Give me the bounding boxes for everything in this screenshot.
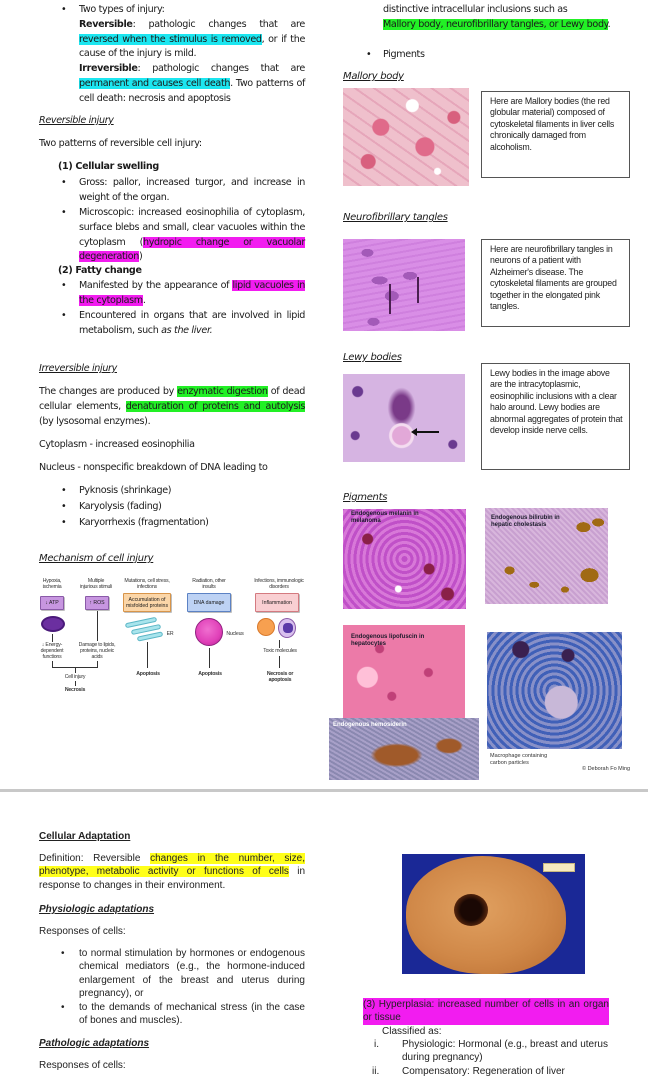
apoptosis-label: Apoptosis — [198, 671, 222, 677]
list-item: • Karyolysis (fading) — [61, 500, 162, 512]
cause-label: Mutations, cell stress, infections — [124, 578, 170, 590]
lewy-caption-box: Lewy bodies in the image above are the intracytoplasmic, eosinophilic inclusions with a clear halo around. Lewy bodies are abnormal aggregates of protein that develop inside nerve cells. — [481, 363, 630, 470]
bullet: • — [61, 4, 67, 15]
cause-label: Radiation, other insults — [192, 578, 226, 590]
irreversible-definition: Irreversible: pathologic changes that are permanent and causes cell death. Two patterns of cell death: necrosis and apoptosis — [79, 63, 305, 104]
document-page-2 — [0, 792, 648, 1080]
cytoplasm-line: Cytoplasm - increased eosinophilia — [39, 439, 195, 450]
effect-label: Damage to lipids, proteins, nucleic acids — [78, 642, 116, 660]
highlight-cyan: permanent and causes cell death — [79, 77, 231, 89]
nft-caption-box: Here are neurofibrillary tangles in neurons of a patient with Alzheimer's disease. The cytoskeletal filaments are grouped together in the elongated pink tangles. — [481, 239, 630, 327]
swelling-gross: • Gross: pallor, increased turgor, and increase in weight of the organ. — [61, 177, 305, 203]
neurofibrillary-tangles-micrograph — [343, 239, 465, 331]
arrow-icon — [417, 277, 419, 303]
toxic-molecules-label: Toxic molecules — [263, 648, 297, 654]
nucleus-line: Nucleus - nonspecific breakdown of DNA leading to — [39, 462, 268, 473]
cell-injury-label: Cell injury — [64, 674, 86, 680]
physiologic-heading: Physiologic adaptations — [39, 904, 155, 915]
inclusions-text: distinctive intracellular inclusions such as Mallory body, neurofibrillary tangles, or Lewy body. — [383, 4, 611, 30]
mitochondrion-icon — [41, 616, 65, 632]
scale-ruler — [543, 863, 575, 872]
mechanism-heading: Mechanism of cell injury — [39, 553, 154, 564]
highlight-magenta: hydropic change or vacuolar degeneration — [79, 236, 305, 263]
misfolded-proteins-box: Accumulation of misfolded proteins — [123, 593, 171, 612]
cellular-adaptation-title: Cellular Adaptation — [39, 831, 131, 842]
dna-damage-box: DNA damage — [187, 593, 231, 612]
atp-box: ↓ ATP — [40, 596, 64, 610]
irreversible-injury-heading: Irreversible injury — [39, 363, 117, 374]
highlight-green: denaturation of proteins and autolysis — [125, 400, 305, 412]
highlight-magenta: lipid vacuoles in the cytoplasm — [79, 280, 305, 306]
nft-heading: Neurofibrillary tangles — [343, 212, 448, 223]
mallory-caption-box: Here are Mallory bodies (the red globular material) composed of cytoskeletal filaments in liver cells chronically damaged from alcoholism. — [481, 91, 630, 178]
highlight-magenta: (3) Hyperplasia: increased number of cells in an organ or tissue — [363, 999, 609, 1024]
necrosis-label: Necrosis — [64, 687, 86, 693]
physiologic-item: • to normal stimulation by hormones or endogenous chemical mediators (e.g., the hormone-induced enlargement of the breast and uterus during pregnancy), or — [61, 948, 305, 1000]
mallory-heading: Mallory body — [343, 71, 404, 82]
list-item: • Karyorrhexis (fragmentation) — [61, 516, 209, 528]
nucleus-icon — [195, 618, 223, 646]
carbon-label: Macrophage containing carbon particles — [490, 753, 548, 766]
hemosiderin-label: Endogenous hemosiderin — [333, 722, 407, 728]
nucleus-label: Nucleus — [226, 631, 244, 637]
ventricle-lumen — [454, 894, 488, 926]
fatty-organs: • Encountered in organs that are involved in lipid metabolism, such as the liver. — [61, 310, 305, 336]
er-icon — [125, 618, 165, 640]
bilirubin-micrograph — [485, 508, 608, 604]
swelling-heading: (1) Cellular swelling — [58, 161, 159, 172]
highlight-green: enzymatic digestion — [177, 386, 268, 397]
necrosis-apoptosis-label: Necrosis or apoptosis — [266, 671, 294, 683]
highlight-yellow: changes in the number, size, phenotype, metabolic activity or functions of cells — [39, 853, 305, 878]
lipofuscin-micrograph — [343, 625, 465, 720]
fatty-heading: (2) Fatty change — [58, 265, 142, 276]
bilirubin-label: Endogenous bilirubin in hepatic cholestasis — [491, 515, 560, 528]
cause-label: Infections, immunologic disorders — [254, 578, 304, 590]
effect-label: ↓ Energy-dependent functions — [40, 642, 64, 660]
inflammation-box: Inflammation — [255, 593, 299, 612]
ros-box: ↑ ROS — [85, 596, 109, 610]
neutrophil-icon — [257, 618, 275, 636]
lymphocyte-icon — [278, 618, 296, 638]
mechanism-diagram — [35, 578, 320, 698]
swelling-microscopic: • Microscopic: increased eosinophilia of cytoplasm, surface blebs and small, clear vacuoles within the cytoplasm (hydropic change or vacuolar degeneration) — [61, 207, 305, 263]
class-item: i. Physiologic: Hormonal (e.g., breast and uterus during pregnancy) — [374, 1039, 608, 1064]
reversible-injury-heading: Reversible injury — [39, 115, 114, 126]
class-item: ii. Compensatory: Regeneration of liver — [372, 1066, 565, 1077]
hemosiderin-micrograph — [329, 718, 479, 780]
arrow-icon — [415, 431, 439, 433]
apoptosis-label: Apoptosis — [136, 671, 160, 677]
carbon-macrophage-micrograph — [487, 632, 622, 749]
pigments-bullet: • Pigments — [366, 49, 425, 60]
lewy-heading: Lewy bodies — [343, 352, 402, 363]
cause-label: Hypoxia, ischemia — [42, 578, 62, 590]
types-intro: Two types of injury: — [79, 4, 165, 15]
classified-label: Classified as: — [382, 1026, 442, 1037]
pathologic-intro: Responses of cells: — [39, 1060, 126, 1071]
list-item: • Pyknosis (shrinkage) — [61, 485, 172, 496]
hypertrophic-heart-photo — [402, 854, 585, 974]
arrow-icon — [389, 284, 391, 314]
melanin-label: Endogenous melanin in melanoma — [351, 511, 419, 524]
fatty-manifest: • Manifested by the appearance of lipid vacuoles in the cytoplasm. — [61, 280, 305, 306]
irreversible-text: The changes are produced by enzymatic digestion of dead cellular elements, denaturation of proteins and autolysis (by lysosomal enzymes). — [39, 386, 305, 427]
reversible-definition: Reversible: pathologic changes that are reversed when the stimulus is removed, or if the cause of the injury is mild. — [79, 18, 305, 60]
credit-text: © Deborah Fo Ming — [582, 766, 631, 772]
injury-types-block — [61, 3, 305, 107]
physiologic-intro: Responses of cells: — [39, 926, 126, 937]
hyperplasia-block — [363, 998, 609, 1025]
physiologic-item: • to the demands of mechanical stress (in the case of bones and muscles). — [61, 1002, 305, 1027]
pigments-heading: Pigments — [343, 492, 388, 503]
reversible-intro: Two patterns of reversible cell injury: — [39, 138, 202, 149]
melanin-micrograph — [343, 509, 466, 609]
highlight-cyan: reversed when the stimulus is removed — [79, 33, 262, 45]
lipofuscin-label: Endogenous lipofuscin in hepatocytes — [351, 634, 425, 647]
mallory-body-micrograph — [343, 88, 469, 186]
lewy-bodies-micrograph — [343, 374, 465, 462]
definition-text: Definition: Reversible changes in the number, size, phenotype, metabolic activity or functions of cells in response to changes in their environment. — [39, 853, 306, 891]
er-label: ER — [166, 631, 174, 637]
nuclear-changes-list — [61, 484, 209, 530]
cause-label: Multiple injurious stimuli — [79, 578, 113, 590]
highlight-green: Mallory body, neurofibrillary tangles, or Lewy body — [383, 18, 608, 30]
pathologic-heading: Pathologic adaptations — [39, 1038, 150, 1049]
